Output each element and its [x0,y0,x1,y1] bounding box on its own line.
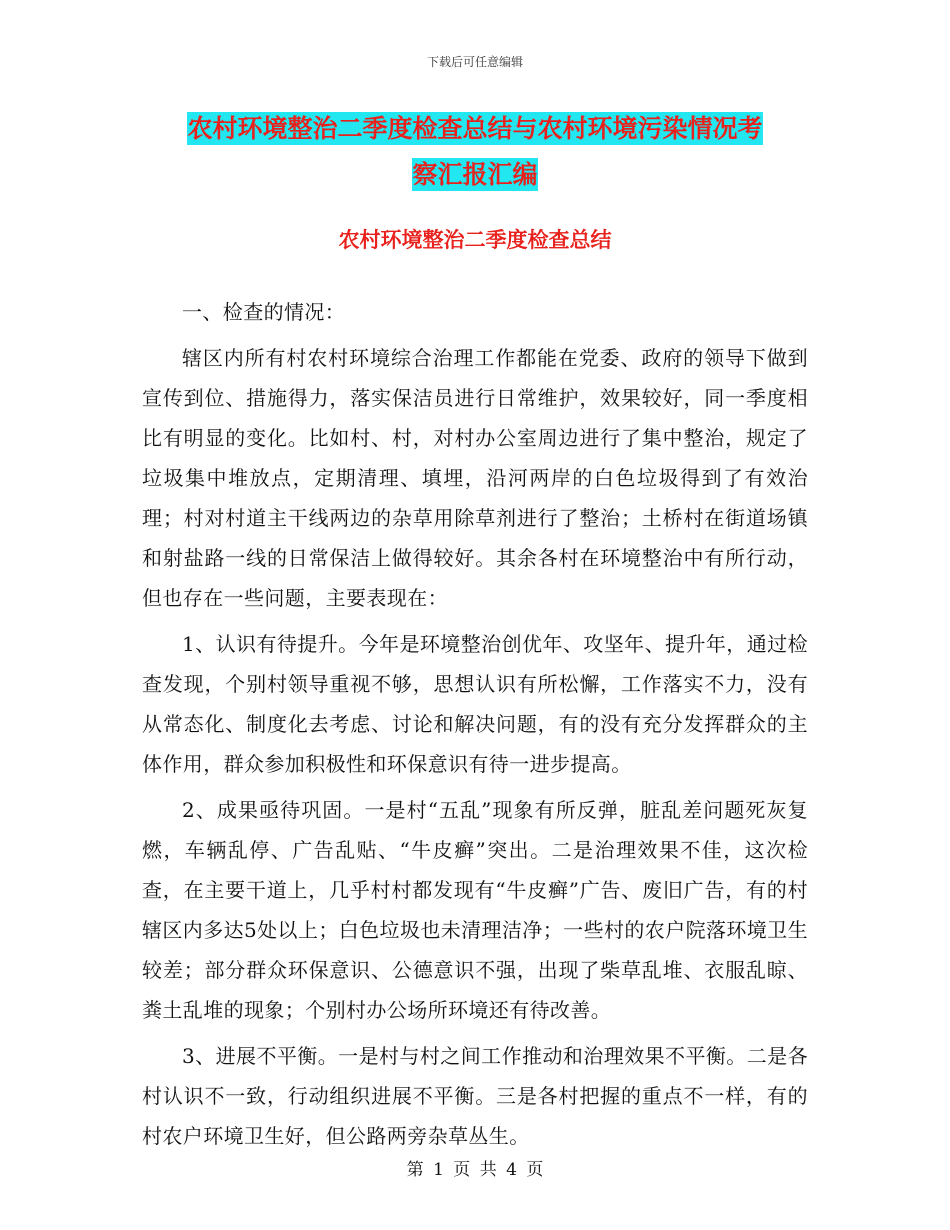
title-line-1: 农村环境整治二季度检查总结与农村环境污染情况考 [187,114,763,143]
paragraph: 1、认识有待提升。今年是环境整治创优年、攻坚年、提升年，通过检查发现，个别村领导重视不够，思想认识有所松懈，工作落实不力，没有从常态化、制度化去考虑、讨论和解决问题，有的没有充分发挥群众的主体作用，群众参加积极性和环保意识有待一进步提高。 [142,632,808,776]
paragraph: 3、进展不平衡。一是村与村之间工作推动和治理效果不平衡。二是各村认识不一致，行动组织进展不平衡。三是各村把握的重点不一样，有的村农户环境卫生好，但公路两旁杂草丛生。 [142,1044,808,1148]
paragraph-heading: 一、检查的情况： [182,300,346,324]
page-number: 第 1 页 共 4 页 [406,1160,544,1180]
document-body [142,292,808,1162]
title-line-2: 察汇报汇编 [412,160,538,189]
document-title [140,106,810,198]
header-note: 下载后可任意编辑 [426,55,523,69]
section-title: 农村环境整治二季度检查总结 [338,228,612,252]
paragraph: 辖区内所有村农村环境综合治理工作都能在党委、政府的领导下做到宣传到位、措施得力，落实保洁员进行日常维护，效果较好，同一季度相比有明显的变化。比如村、村，对村办公室周边进行了集中整治，规定了垃圾集中堆放点，定期清理、填埋，沿河两岸的白色垃圾得到了有效治理；村对村道主干线两边的杂草用除草剂进行了整治；土桥村在街道场镇和射盐路一线的日常保洁上做得较好。其余各村在环境整治中有所行动，但也存在一些问题，主要表现在： [142,346,808,610]
paragraph: 2、成果亟待巩固。一是村“五乱”现象有所反弹，脏乱差问题死灰复燃，车辆乱停、广告乱贴、“牛皮癣”突出。二是治理效果不佳，这次检查，在主要干道上，几乎村村都发现有“牛皮癣”广告、废旧广告，有的村辖区内多达5处以上；白色垃圾也未清理洁净；一些村的农户院落环境卫生较差；部分群众环保意识、公德意识不强，出现了柴草乱堆、衣服乱晾、粪土乱堆的现象；个别村办公场所环境还有待改善。 [142,798,808,1022]
